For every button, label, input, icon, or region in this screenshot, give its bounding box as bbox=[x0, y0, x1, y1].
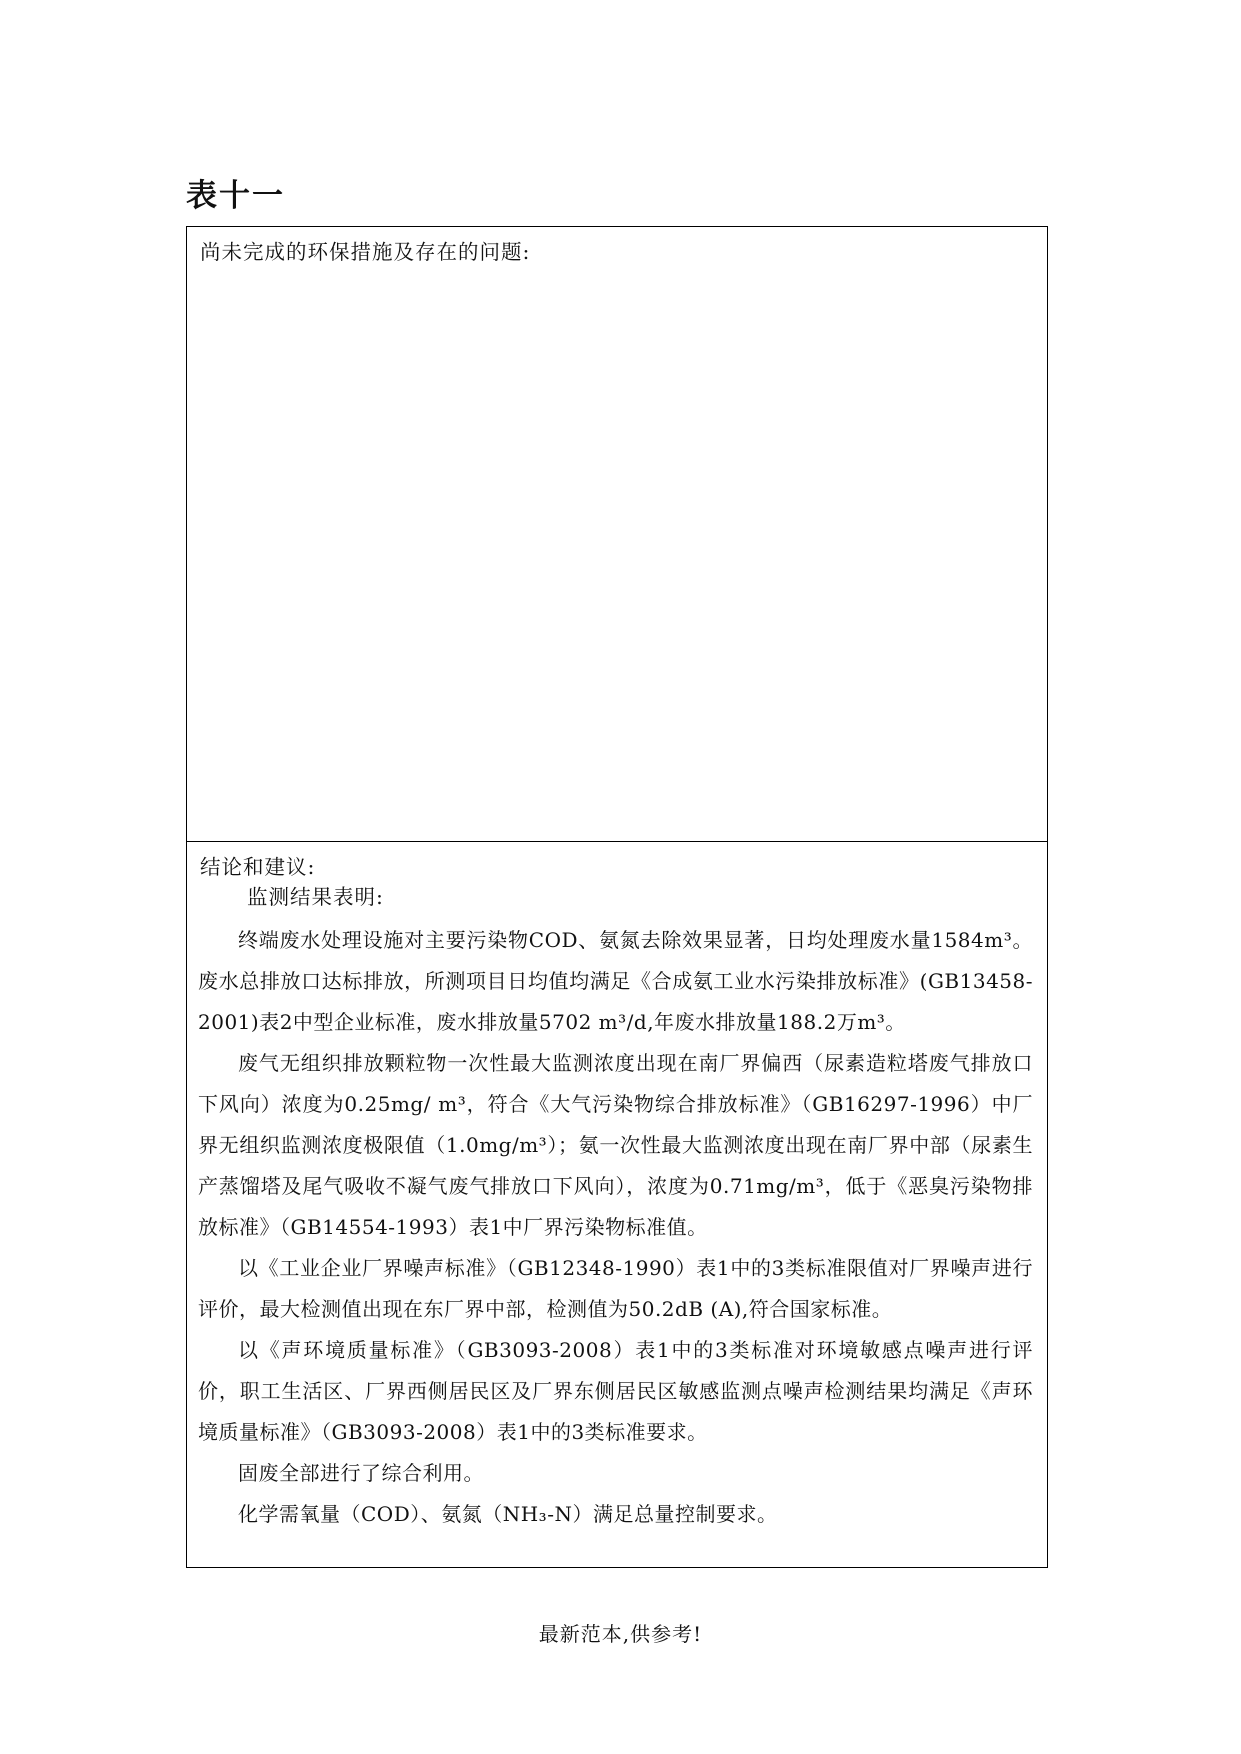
paragraph-boundary-noise: 以《工业企业厂界噪声标准》（GB12348-1990）表1中的3类标准限值对厂界噪声进行评价，最大检测值出现在东厂界中部，检测值为50.2dB (A),符合国家标准。 bbox=[198, 1256, 1033, 1321]
conclusion-cell bbox=[187, 842, 1047, 1567]
paragraph-wastewater: 终端废水处理设施对主要污染物COD、氨氮去除效果显著，日均处理废水量1584m³。废水总排放口达标排放，所测项目日均值均满足《合成氨工业水污染排放标准》(GB13458-2001)表2中型企业标准，废水排放量5702 m³/d,年废水排放量188.2万m³。 bbox=[198, 928, 1033, 1034]
paragraph-exhaust-gas: 废气无组织排放颗粒物一次性最大监测浓度出现在南厂界偏西（尿素造粒塔废气排放口下风向）浓度为0.25mg/ m³，符合《大气污染物综合排放标准》（GB16297-1996）中厂界无组织监测浓度极限值（1.0mg/m³）；氨一次性最大监测浓度出现在南厂界中部（尿素生产蒸馏塔及尾气吸收不凝气废气排放口下风向），浓度为0.71mg/m³，低于《恶臭污染物排放标准》（GB14554-1993）表1中厂界污染物标准值。 bbox=[198, 1051, 1033, 1239]
report-table bbox=[186, 226, 1048, 1568]
paragraph-solid-waste: 固废全部进行了综合利用。 bbox=[238, 1461, 484, 1485]
issues-cell bbox=[187, 227, 1047, 842]
table-title: 表十一 bbox=[186, 178, 285, 214]
issues-label: 尚未完成的环保措施及存在的问题: bbox=[200, 240, 531, 264]
monitoring-heading: 监测结果表明: bbox=[247, 885, 384, 909]
paragraph-sensitive-point-noise: 以《声环境质量标准》（GB3093-2008）表1中的3类标准对环境敏感点噪声进行评价，职工生活区、厂界西侧居民区及厂界东侧居民区敏感监测点噪声检测结果均满足《声环境质量标准》（GB3093-2008）表1中的3类标准要求。 bbox=[198, 1338, 1033, 1444]
conclusion-body bbox=[198, 920, 1033, 1535]
footer-note: 最新范本,供参考! bbox=[538, 1622, 703, 1646]
paragraph-total-control: 化学需氧量（COD）、氨氮（NH₃-N）满足总量控制要求。 bbox=[238, 1502, 778, 1526]
conclusion-label: 结论和建议: bbox=[200, 855, 316, 879]
